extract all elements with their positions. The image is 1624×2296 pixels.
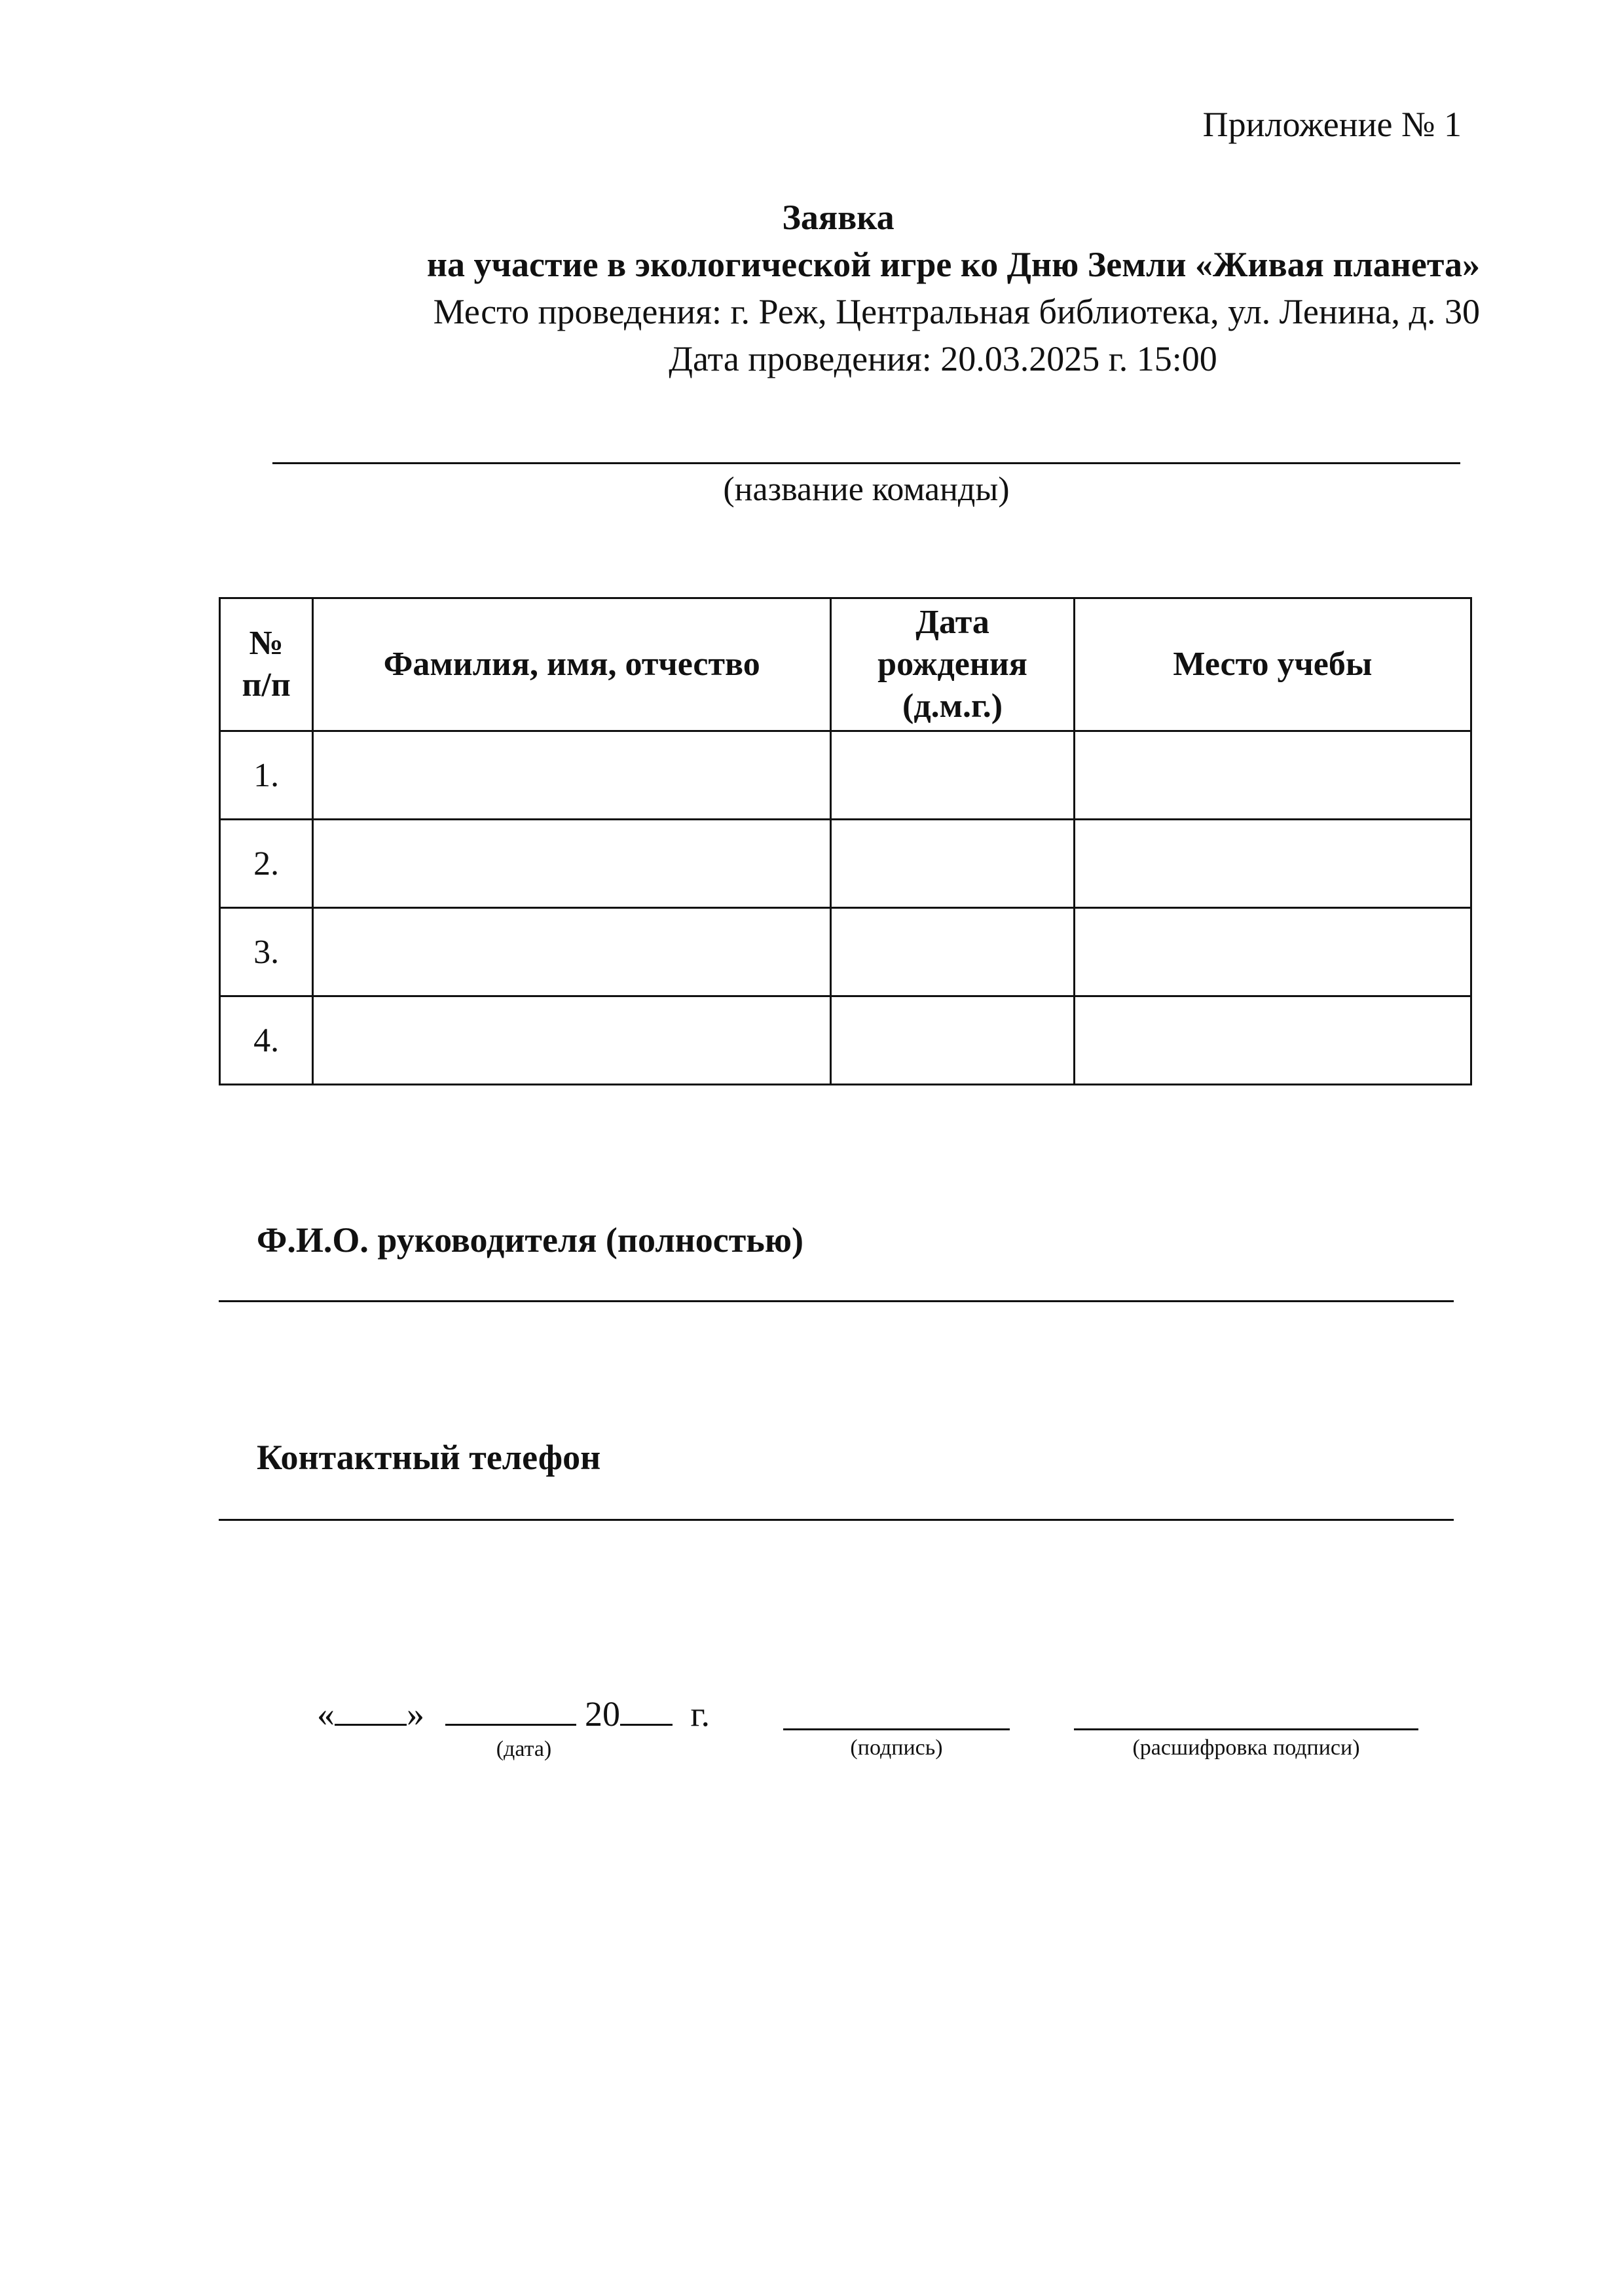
- table-row: [220, 731, 1471, 820]
- signature-date-group: [317, 1693, 710, 1735]
- header-dob-line3: (д.м.г.): [902, 687, 1003, 725]
- header-number: [220, 598, 313, 731]
- team-name-caption: (название команды): [723, 471, 1010, 508]
- participants-table: [219, 597, 1472, 1085]
- date-close-quote: »: [407, 1694, 424, 1734]
- team-name-field[interactable]: [272, 462, 1460, 464]
- leader-name-field[interactable]: [219, 1300, 1454, 1302]
- table-row: [220, 996, 1471, 1085]
- cell-birth-date[interactable]: [831, 996, 1075, 1085]
- cell-full-name[interactable]: [313, 908, 831, 996]
- table-row: [220, 820, 1471, 908]
- signature-field[interactable]: [783, 1728, 1010, 1730]
- header-dob-line2: рождения: [877, 646, 1027, 683]
- header-school: Место учебы: [1074, 598, 1471, 731]
- title-block: [196, 194, 1480, 382]
- signature-decode-caption: (расшифровка подписи): [1132, 1736, 1360, 1760]
- table-row: [220, 908, 1471, 996]
- event-date: Дата проведения: 20.03.2025 г. 15:00: [669, 339, 1217, 378]
- date-open-quote: «: [317, 1694, 335, 1734]
- row-number: 3.: [220, 908, 313, 996]
- cell-school[interactable]: [1074, 996, 1471, 1085]
- header-dob-line1: Дата: [915, 604, 989, 641]
- row-number: 1.: [220, 731, 313, 820]
- cell-school[interactable]: [1074, 731, 1471, 820]
- row-number: 2.: [220, 820, 313, 908]
- cell-full-name[interactable]: [313, 996, 831, 1085]
- appendix-label: Приложение № 1: [1202, 105, 1462, 144]
- header-birth-date: [831, 598, 1075, 731]
- table-header-row: [220, 598, 1471, 731]
- contact-phone-field[interactable]: [219, 1519, 1454, 1521]
- document-title: Заявка: [782, 198, 895, 237]
- month-field[interactable]: [445, 1694, 576, 1726]
- signature-decode-field[interactable]: [1074, 1728, 1418, 1730]
- year-prefix: 20: [585, 1694, 620, 1734]
- signature-caption: (подпись): [850, 1736, 943, 1760]
- cell-full-name[interactable]: [313, 820, 831, 908]
- cell-birth-date[interactable]: [831, 731, 1075, 820]
- event-venue: Место проведения: г. Реж, Центральная библиотека, ул. Ленина, д. 30: [433, 292, 1480, 331]
- contact-phone-label: Контактный телефон: [257, 1438, 601, 1477]
- row-number: 4.: [220, 996, 313, 1085]
- date-caption: (дата): [496, 1737, 552, 1761]
- cell-school[interactable]: [1074, 820, 1471, 908]
- cell-full-name[interactable]: [313, 731, 831, 820]
- cell-birth-date[interactable]: [831, 820, 1075, 908]
- document-subtitle: на участие в экологической игре ко Дню Земли «Живая планета»: [426, 245, 1480, 284]
- header-number-line1: №: [249, 625, 284, 662]
- year-field[interactable]: [620, 1694, 673, 1726]
- day-field[interactable]: [335, 1694, 407, 1726]
- year-suffix: г.: [690, 1694, 710, 1734]
- cell-school[interactable]: [1074, 908, 1471, 996]
- leader-name-label: Ф.И.О. руководителя (полностью): [257, 1220, 804, 1260]
- header-number-line2: п/п: [242, 666, 291, 704]
- header-full-name: Фамилия, имя, отчество: [313, 598, 831, 731]
- cell-birth-date[interactable]: [831, 908, 1075, 996]
